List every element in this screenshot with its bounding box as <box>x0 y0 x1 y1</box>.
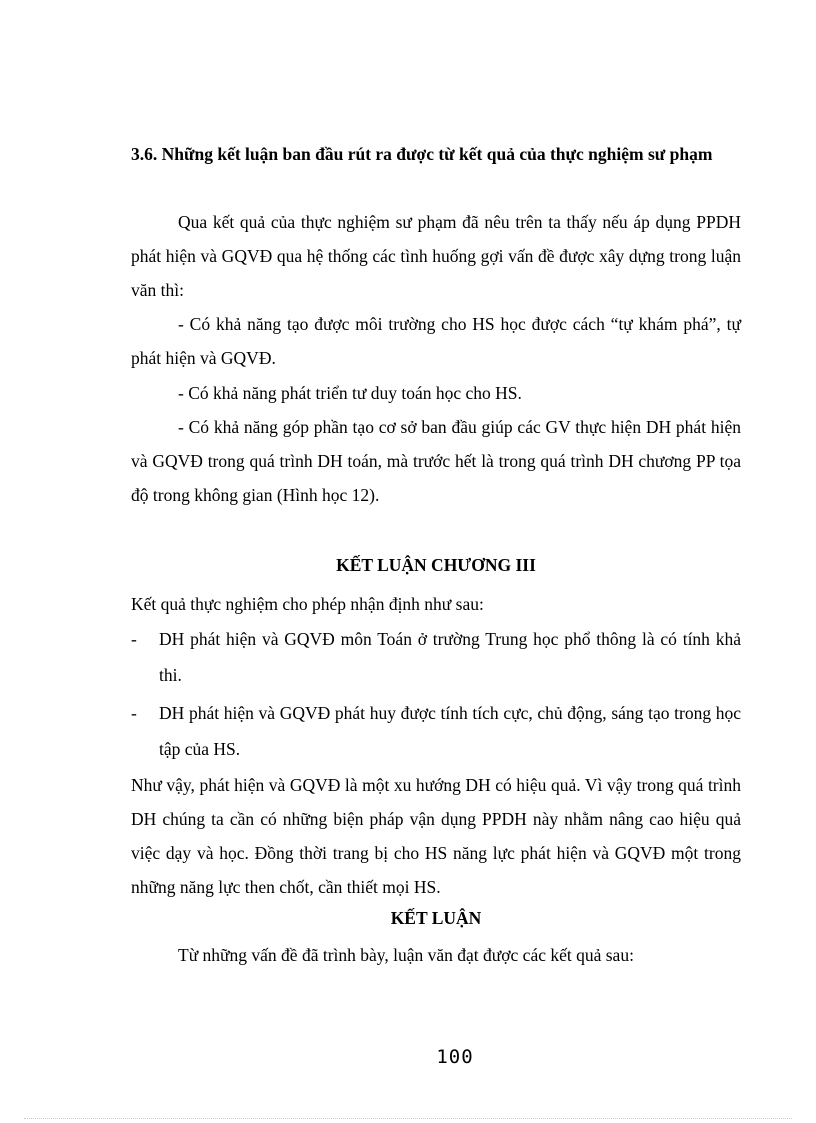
finding-item: - Có khả năng tạo được môi trường cho HS học được cách “tự khám phá”, tự phát hiện và GQVĐ. <box>131 314 741 368</box>
finding-item: - Có khả năng phát triển tư duy toán học cho HS. <box>178 383 522 403</box>
section-heading: 3.6. Những kết luận ban đầu rút ra được từ kết quả của thực nghiệm sư phạm <box>131 144 713 164</box>
footer-divider <box>24 1118 792 1119</box>
conclusion-list-item <box>131 621 741 693</box>
dash-marker: - <box>131 703 137 723</box>
intro-paragraph: Qua kết quả của thực nghiệm sư phạm đã nêu trên ta thấy nếu áp dụng PPDH phát hiện và GQVĐ qua hệ thống các tình huống gợi vấn đề được xây dựng trong luận văn thì: <box>131 212 741 300</box>
conclusion-title: KẾT LUẬN <box>390 908 482 928</box>
chapter-summary-paragraph: Như vậy, phát hiện và GQVĐ là một xu hướng DH có hiệu quả. Vì vậy trong quá trình DH chúng ta cần có những biện pháp vận dụng PPDH này nhằm nâng cao hiệu quả việc dạy và học. Đồng thời trang bị cho HS năng lực phát hiện và GQVĐ một trong những năng lực then chốt, cần thiết mọi HS. <box>131 775 741 897</box>
chapter-conclusion-lead: Kết quả thực nghiệm cho phép nhận định như sau: <box>131 594 484 614</box>
page-number: 100 <box>436 1046 474 1068</box>
dash-marker: - <box>131 629 137 649</box>
conclusion-intro: Từ những vấn đề đã trình bày, luận văn đạt được các kết quả sau: <box>178 945 634 965</box>
finding-item: - Có khả năng góp phần tạo cơ sở ban đầu giúp các GV thực hiện DH phát hiện và GQVĐ trong quá trình DH toán, mà trước hết là trong quá trình DH chương PP tọa độ trong không gian (Hình học 12). <box>131 417 741 505</box>
conclusion-list-text: DH phát hiện và GQVĐ phát huy được tính tích cực, chủ động, sáng tạo trong học tập của HS. <box>159 703 741 759</box>
conclusion-list-item <box>131 695 741 767</box>
chapter-conclusion-title: KẾT LUẬN CHƯƠNG III <box>336 555 536 575</box>
conclusion-list-text: DH phát hiện và GQVĐ môn Toán ở trường Trung học phổ thông là có tính khả thi. <box>159 629 741 685</box>
